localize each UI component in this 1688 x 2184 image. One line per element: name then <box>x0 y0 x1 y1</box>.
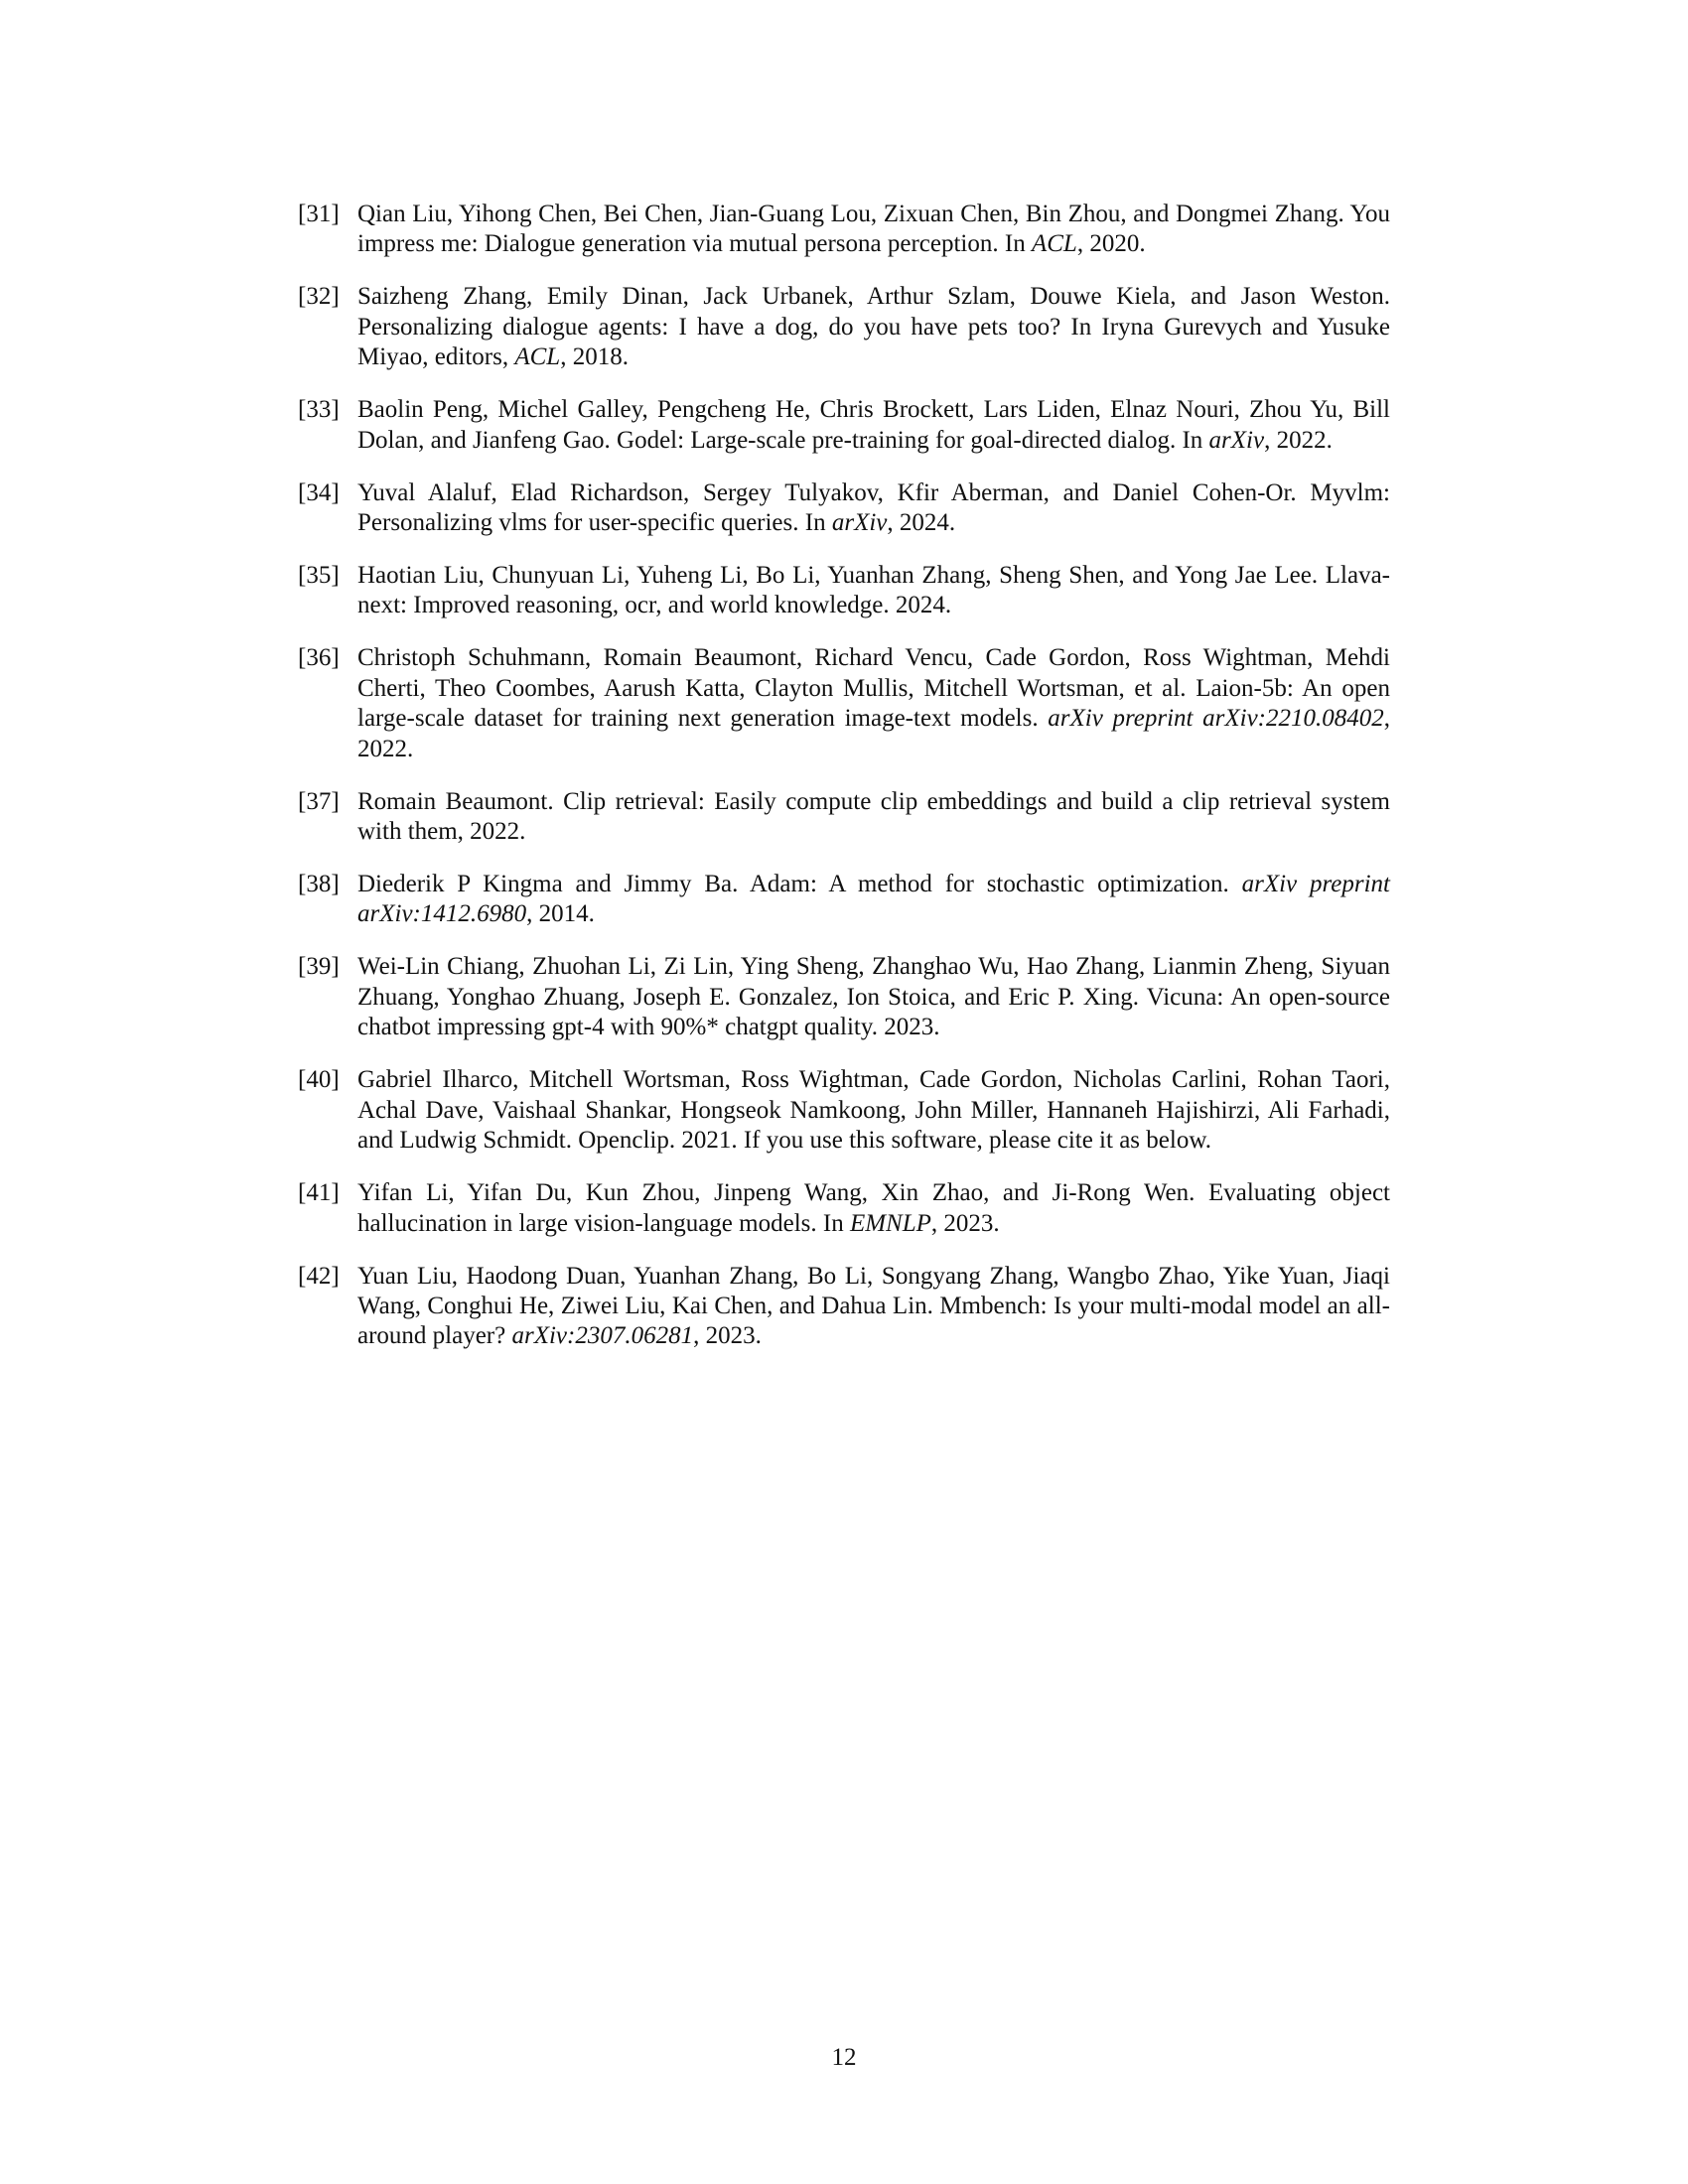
reference-number: [33] <box>298 396 340 424</box>
reference-segment: Diederik P Kingma and Jimmy Ba. Adam: A method for stochastic optimization. <box>357 871 1242 898</box>
reference-entry <box>298 870 1390 930</box>
reference-segment: Romain Beaumont. Clip retrieval: Easily compute clip embeddings and build a clip retrieval system with them, 2022. <box>357 787 1390 846</box>
reference-entry <box>298 1262 1390 1352</box>
reference-entry <box>298 1178 1390 1239</box>
reference-entry <box>298 478 1390 539</box>
reference-text <box>357 200 1390 260</box>
reference-venue: EMNLP <box>849 1209 931 1237</box>
reference-entry <box>298 787 1390 848</box>
reference-segment: , 2022. <box>357 705 1390 762</box>
reference-entry <box>298 395 1390 456</box>
reference-number: [38] <box>298 871 340 898</box>
reference-number: [34] <box>298 478 340 506</box>
reference-venue: arXiv preprint arXiv:2210.08402 <box>1048 705 1384 733</box>
reference-venue: arXiv <box>831 509 888 537</box>
reference-text <box>357 952 1390 1042</box>
reference-text <box>357 561 1390 621</box>
reference-text <box>357 1065 1390 1156</box>
reference-segment: Wei-Lin Chiang, Zhuohan Li, Zi Lin, Ying Sheng, Zhanghao Wu, Hao Zhang, Lianmin Zheng, Siyuan Zhuang, Yonghao Zhuang, Joseph E. Gonzalez, Ion Stoica, and Eric P. Xing. Vicuna: An open-source chatbot impressing gpt-4 with 90%* chatgpt quality. 2023. <box>357 953 1390 1041</box>
reference-number: [37] <box>298 787 340 815</box>
reference-number: [35] <box>298 562 340 590</box>
reference-number: [42] <box>298 1262 340 1290</box>
reference-venue: arXiv preprint arXiv:1412.6980 <box>357 871 1390 928</box>
reference-text <box>357 787 1390 848</box>
page-number: 12 <box>831 2044 857 2071</box>
reference-text <box>357 870 1390 930</box>
reference-entry <box>298 282 1390 372</box>
reference-segment: Gabriel Ilharco, Mitchell Wortsman, Ross Wightman, Cade Gordon, Nicholas Carlini, Rohan Taori, Achal Dave, Vaishaal Shankar, Hongseok Namkoong, John Miller, Hannaneh Hajishirzi, Ali Farhadi, and Ludwig Schmidt. Openclip. 2021. If you use this software, please cite it as below. <box>357 1066 1390 1155</box>
reference-number: [36] <box>298 644 340 672</box>
reference-segment: , 2022. <box>1264 426 1333 454</box>
reference-segment: Saizheng Zhang, Emily Dinan, Jack Urbanek, Arthur Szlam, Douwe Kiela, and Jason Weston. Personalizing dialogue agents: I have a dog, do you have pets too? In Iryna Gurevych and Yusuke Miyao, editors, <box>357 283 1390 371</box>
reference-segment: Qian Liu, Yihong Chen, Bei Chen, Jian-Guang Lou, Zixuan Chen, Bin Zhou, and Dongmei Zhang. You impress me: Dialogue generation via mutual persona perception. In <box>357 201 1390 258</box>
reference-venue: arXiv <box>1208 426 1265 454</box>
reference-text <box>357 478 1390 539</box>
reference-text <box>357 1262 1390 1352</box>
reference-segment: Yuval Alaluf, Elad Richardson, Sergey Tulyakov, Kfir Aberman, and Daniel Cohen-Or. Myvlm: Personalizing vlms for user-specific queries. In <box>357 478 1390 537</box>
reference-text <box>357 643 1390 764</box>
reference-entry <box>298 643 1390 764</box>
reference-entry <box>298 952 1390 1042</box>
reference-segment: , 2014. <box>526 900 595 928</box>
reference-list <box>298 200 1390 1374</box>
reference-number: [31] <box>298 201 340 227</box>
reference-number: [32] <box>298 283 340 311</box>
reference-entry <box>298 200 1390 260</box>
reference-number: [39] <box>298 953 340 981</box>
reference-segment: , 2020. <box>1076 230 1146 258</box>
reference-entry <box>298 561 1390 621</box>
reference-text <box>357 395 1390 456</box>
reference-text <box>357 1178 1390 1239</box>
reference-segment: Yifan Li, Yifan Du, Kun Zhou, Jinpeng Wang, Xin Zhao, and Ji-Rong Wen. Evaluating object hallucination in large vision-language models. In <box>357 1179 1390 1237</box>
reference-segment: , 2024. <box>887 509 956 537</box>
reference-number: [40] <box>298 1066 340 1094</box>
reference-venue: ACL <box>1031 230 1077 258</box>
reference-segment: , 2023. <box>930 1209 1000 1237</box>
reference-number: [41] <box>298 1179 340 1207</box>
reference-segment: Haotian Liu, Chunyuan Li, Yuheng Li, Bo Li, Yuanhan Zhang, Sheng Shen, and Yong Jae Lee. Llava-next: Improved reasoning, ocr, and world knowledge. 2024. <box>357 562 1390 619</box>
reference-entry <box>298 1065 1390 1156</box>
reference-venue: ACL <box>514 343 561 371</box>
reference-text <box>357 282 1390 372</box>
reference-segment: , 2018. <box>560 343 629 371</box>
reference-segment: Yuan Liu, Haodong Duan, Yuanhan Zhang, Bo Li, Songyang Zhang, Wangbo Zhao, Yike Yuan, Jiaqi Wang, Conghui He, Ziwei Liu, Kai Chen, and Dahua Lin. Mmbench: Is your multi-modal model an all-around player? <box>357 1262 1390 1350</box>
reference-segment: Baolin Peng, Michel Galley, Pengcheng He, Chris Brockett, Lars Liden, Elnaz Nouri, Zhou Yu, Bill Dolan, and Jianfeng Gao. Godel: Large-scale pre-training for goal-directed dialog. In <box>357 396 1390 454</box>
reference-segment: Christoph Schuhmann, Romain Beaumont, Richard Vencu, Cade Gordon, Ross Wightman, Mehdi Cherti, Theo Coombes, Aarush Katta, Clayton Mullis, Mitchell Wortsman, et al. Laion-5b: An open large-scale dataset for training next generation image-text models. <box>357 644 1390 733</box>
reference-venue: arXiv:2307.06281 <box>511 1322 694 1350</box>
reference-segment: , 2023. <box>693 1322 762 1350</box>
